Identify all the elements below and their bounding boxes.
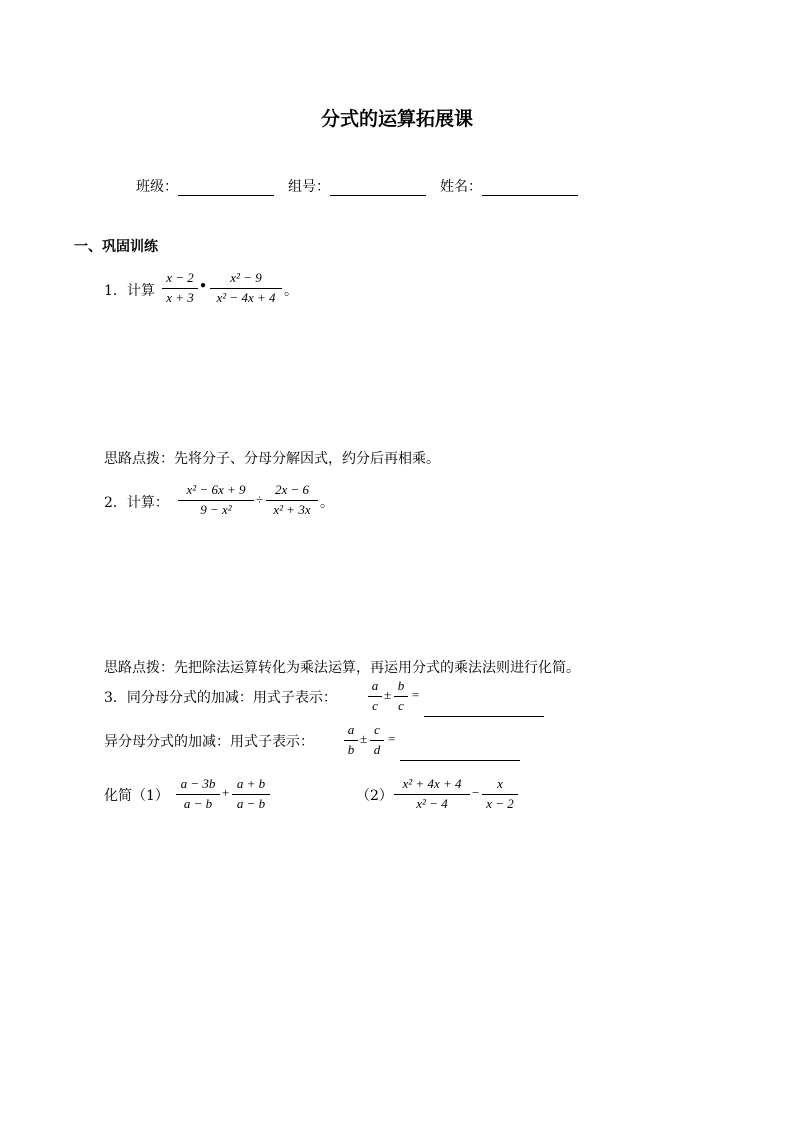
q2-f1-numerator: x² − 6x + 9	[186, 482, 246, 497]
q1-suffix: 。	[284, 283, 298, 299]
q1-f2-denominator: x² − 4x + 4	[216, 290, 276, 305]
q3b-equals: =	[388, 731, 396, 746]
q3-fraction-1	[368, 678, 382, 714]
q3-equals: =	[412, 687, 420, 702]
name-field	[440, 176, 578, 196]
s2-f1-numerator: x² + 4x + 4	[402, 776, 462, 791]
fraction-bar	[370, 740, 384, 741]
q3-fraction-2	[394, 678, 408, 714]
group-field	[288, 176, 426, 196]
fraction-bar	[210, 288, 282, 289]
fraction-bar	[176, 794, 220, 795]
s1-f1-numerator: a − 3b	[180, 776, 216, 791]
hint-2: 思路点拨：先把除法运算转化为乘法运算，再运用分式的乘法法则进行化简。	[104, 660, 580, 676]
simplify-1-plus: +	[222, 785, 230, 800]
q3b-f2-denominator: d	[373, 742, 381, 757]
simplify-1-fraction-2	[232, 776, 270, 812]
section-heading: 一、巩固训练	[74, 239, 158, 255]
q3b-plus-minus: ±	[360, 731, 368, 746]
q3-f1-denominator: c	[372, 698, 378, 713]
q3b-f1-numerator: a	[347, 722, 355, 737]
page-title: 分式的运算拓展课	[320, 108, 473, 130]
name-blank[interactable]	[482, 180, 578, 196]
fraction-bar	[394, 696, 408, 697]
simplify-2-fraction-2	[482, 776, 518, 812]
q3b-prefix: 异分母分式的加减：用式子表示：	[104, 734, 314, 750]
fraction-bar	[162, 288, 198, 289]
s2-f2-denominator: x − 2	[486, 796, 514, 811]
q2-f2-denominator: x² + 3x	[273, 502, 311, 517]
q1-fraction-1	[162, 270, 198, 306]
fraction-bar	[394, 794, 470, 795]
q3-answer-blank[interactable]	[424, 716, 544, 717]
q3-f2-numerator: b	[397, 678, 405, 693]
class-blank[interactable]	[178, 180, 274, 196]
q1-multiply-dot: ●	[200, 280, 207, 291]
q3-prefix: 3．同分母分式的加减：用式子表示：	[104, 690, 337, 706]
q3b-f1-denominator: b	[347, 742, 355, 757]
q3b-fraction-2	[370, 722, 384, 758]
simplify-2-fraction-1	[394, 776, 470, 812]
q2-suffix: 。	[320, 495, 334, 511]
q2-fraction-1	[178, 482, 254, 518]
q1-prefix: 1．计算	[104, 283, 155, 299]
fraction-bar	[178, 500, 254, 501]
simplify-label-2: （2）	[356, 788, 393, 804]
q3b-answer-blank[interactable]	[400, 760, 520, 761]
q3-plus-minus: ±	[384, 687, 392, 702]
fraction-bar	[232, 794, 270, 795]
name-label: 姓名：	[440, 179, 482, 195]
q2-f2-numerator: 2x − 6	[274, 482, 310, 497]
fraction-bar	[266, 500, 318, 501]
q3-f1-numerator: a	[371, 678, 379, 693]
q3-f2-denominator: c	[398, 698, 404, 713]
fraction-bar	[482, 794, 518, 795]
q1-f1-denominator: x + 3	[166, 290, 194, 305]
q3b-f2-numerator: c	[374, 722, 380, 737]
fraction-bar	[344, 740, 358, 741]
q2-f1-denominator: 9 − x²	[200, 502, 232, 517]
simplify-1-fraction-1	[176, 776, 220, 812]
q2-divide-sign: ÷	[256, 492, 264, 507]
s1-f2-denominator: a − b	[236, 796, 266, 811]
s2-f1-denominator: x² − 4	[416, 796, 448, 811]
q1-fraction-2	[210, 270, 282, 306]
fraction-bar	[368, 696, 382, 697]
q1-f2-numerator: x² − 9	[230, 270, 262, 285]
group-label: 组号：	[288, 179, 330, 195]
q2-fraction-2	[266, 482, 318, 518]
class-field	[136, 176, 274, 196]
q2-prefix: 2．计算：	[104, 495, 169, 511]
s2-f2-numerator: x	[497, 776, 503, 791]
s1-f1-denominator: a − b	[183, 796, 213, 811]
q3b-fraction-1	[344, 722, 358, 758]
hint-1: 思路点拨：先将分子、分母分解因式，约分后再相乘。	[104, 451, 440, 467]
simplify-label: 化简（1）	[104, 788, 169, 804]
class-label: 班级：	[136, 179, 178, 195]
s1-f2-numerator: a + b	[236, 776, 266, 791]
q1-f1-numerator: x − 2	[166, 270, 194, 285]
group-blank[interactable]	[330, 180, 426, 196]
simplify-2-minus: −	[472, 785, 480, 800]
